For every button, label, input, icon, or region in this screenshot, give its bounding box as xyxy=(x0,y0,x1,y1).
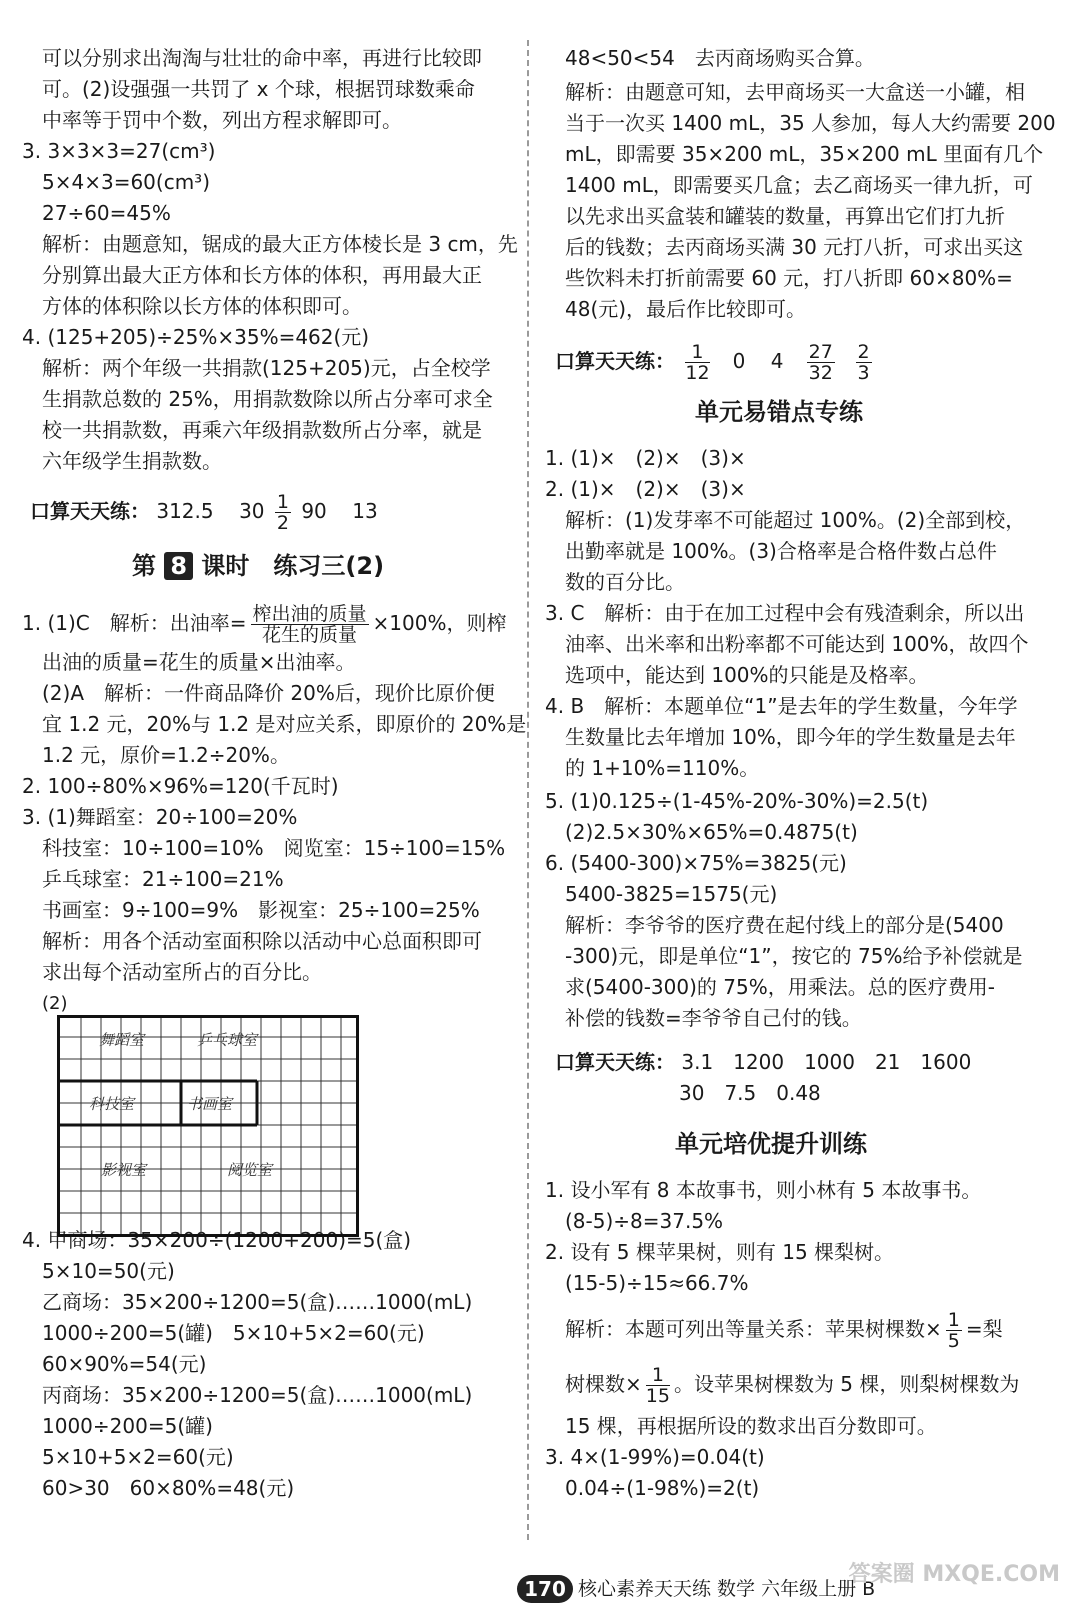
fraction-denominator: 5 xyxy=(947,1330,960,1352)
text-line: 解析：(1)发芽率不可能超过 100%。(2)全部到校， xyxy=(565,508,1026,532)
analysis-line-with-fraction xyxy=(565,1365,1019,1406)
text-line: 3. (1)舞蹈室：20÷100=20% xyxy=(22,805,298,829)
fraction-denominator: 15 xyxy=(645,1385,670,1407)
text-line: 校一共捐款数，再乘六年级捐款数所占分率，就是 xyxy=(42,418,482,442)
fraction-denominator: 2 xyxy=(276,512,289,534)
text-line: 1. (1)× (2)× (3)× xyxy=(545,446,746,470)
text-line: 中率等于罚中个数，列出方程求解即可。 xyxy=(42,108,402,132)
text-line: 3. C 解析：由于在加工过程中会有残渣剩余，所以出 xyxy=(545,601,1025,625)
text-line: 当于一次买 1400 mL，35 人参加，每人大约需要 200 xyxy=(565,111,1056,135)
text-line: 4. 甲商场：35×200÷(1200+200)=5(盒) xyxy=(22,1228,412,1252)
text-line: (15-5)÷15≈66.7% xyxy=(565,1271,749,1295)
text-line: (2)2.5×30%×65%=0.4875(t) xyxy=(565,820,858,844)
oral-practice-label: 口算天天练： xyxy=(555,349,675,373)
text-line: 科技室：10÷100=10% 阅览室：15÷100=15% xyxy=(42,836,506,860)
text-line: 6. (5400-300)×75%=3825(元) xyxy=(545,851,847,875)
text-line: 60>30 60×80%=48(元) xyxy=(42,1476,295,1500)
text-line: 乒乓球室：21÷100=21% xyxy=(42,867,284,891)
fraction-numerator: 1 xyxy=(276,491,289,513)
fraction-numerator: 2 xyxy=(857,341,870,363)
text-span: 树棵数× xyxy=(565,1372,642,1396)
text-span: 解析：本题可列出等量关系：苹果树棵数× xyxy=(565,1317,942,1341)
fraction-denominator: 3 xyxy=(857,362,870,384)
text-line: 1000÷200=5(罐) xyxy=(42,1414,213,1438)
lesson-number-badge: 8 xyxy=(164,552,193,580)
inline-fraction xyxy=(646,1365,670,1406)
oral-value: 90 xyxy=(301,499,327,523)
section-title: 单元易错点专练 xyxy=(695,398,863,426)
text-line: 丙商场：35×200÷1200=5(盒)……1000(mL) xyxy=(42,1383,473,1407)
text-line: 选项中，能达到 100%的只能是及格率。 xyxy=(565,663,929,687)
text-line: 可。(2)设强强一共罚了 x 个球，根据罚球数乘命 xyxy=(42,77,475,101)
text-line: 15 棵，再根据所设的数求出百分数即可。 xyxy=(565,1414,937,1438)
watermark-logo: 答案圈 MXQE.COM xyxy=(848,1562,1060,1587)
text-line: 求(5400-300)的 75%，用乘法。总的医疗费用- xyxy=(565,975,995,999)
text-line: 4. B 解析：本题单位“1”是去年的学生数量，今年学 xyxy=(545,694,1018,718)
text-line: (2)A 解析：一件商品降价 20%后，现价比原价便 xyxy=(42,681,495,705)
oral-fraction xyxy=(807,342,835,383)
oral-value: 4 xyxy=(770,349,784,373)
text-line: 5400-3825=1575(元) xyxy=(565,882,778,906)
text-line: 1000÷200=5(罐) 5×10+5×2=60(元) xyxy=(42,1321,425,1345)
oral-practice-label: 口算天天练： xyxy=(30,499,150,523)
inline-fraction xyxy=(946,1310,962,1351)
text-line: 补偿的钱数=李爷爷自己付的钱。 xyxy=(565,1006,862,1030)
oral-values-line: 30 7.5 0.48 xyxy=(679,1081,821,1105)
oral-value: 0 xyxy=(732,349,746,373)
text-line: 解析：两个年级一共捐款(125+205)元，占全校学 xyxy=(42,356,491,380)
room-layout-grid xyxy=(57,1015,359,1237)
oral-value: 30 xyxy=(239,499,265,523)
formula-fraction xyxy=(251,604,369,645)
text-line: 出勤率就是 100%。(3)合格率是合格件数占总件 xyxy=(565,539,997,563)
text-line: 解析：由题意知，锯成的最大正方体棱长是 3 cm，先 xyxy=(42,232,518,256)
text-line: 27÷60=45% xyxy=(42,201,171,225)
lesson-title xyxy=(132,552,384,580)
fraction-denominator: 12 xyxy=(685,362,710,384)
room-label: 科技室 xyxy=(89,1095,135,1113)
fraction-numerator: 榨出油的质量 xyxy=(252,603,367,625)
text-line: 4. (125+205)÷25%×35%=462(元) xyxy=(22,325,370,349)
section-title: 单元培优提升训练 xyxy=(675,1130,867,1158)
oral-values: 3.1 1200 1000 21 1600 xyxy=(681,1050,972,1074)
oral-practice-label: 口算天天练： xyxy=(555,1050,675,1074)
page-number: 170 xyxy=(517,1575,573,1603)
fraction-numerator: 1 xyxy=(685,342,709,363)
text-line: 出油的质量=花生的质量×出油率。 xyxy=(42,650,356,674)
text-span: =梨 xyxy=(965,1317,1003,1341)
lesson-title-prefix: 第 xyxy=(132,552,156,580)
text-line: 1400 mL，即需要买几盒；去乙商场买一律九折，可 xyxy=(565,173,1033,197)
oral-fraction xyxy=(275,492,291,533)
footer-book-title: 核心素养天天练 数学 六年级上册 B xyxy=(578,1578,876,1600)
text-line: 2. (1)× (2)× (3)× xyxy=(545,477,746,501)
oral-practice-line xyxy=(30,492,378,533)
text-span: 1. (1)C 解析：出油率= xyxy=(22,611,247,635)
text-line: 48(元)，最后作比较即可。 xyxy=(565,297,807,321)
lesson-title-text: 课时 练习三(2) xyxy=(201,552,385,580)
text-line: 宜 1.2 元，20%与 1.2 是对应关系，即原价的 20%是 xyxy=(42,712,527,736)
text-line: 方体的体积除以长方体的体积即可。 xyxy=(42,294,362,318)
text-line: -300)元，即是单位“1”，按它的 75%给予补偿就是 xyxy=(565,944,1023,968)
text-line: 1.2 元，原价=1.2÷20%。 xyxy=(42,743,290,767)
oral-practice-line xyxy=(555,1048,971,1076)
room-label: 书画室 xyxy=(187,1095,233,1113)
text-line: 六年级学生捐款数。 xyxy=(42,449,222,473)
grid-drawing xyxy=(57,1015,359,1237)
text-span: ×100%，则榨 xyxy=(372,611,507,635)
oral-value: 13 xyxy=(352,499,378,523)
text-line: 2. 设有 5 棵苹果树，则有 15 棵梨树。 xyxy=(545,1240,895,1264)
text-line: 生数量比去年增加 10%，即今年的学生数量是去年 xyxy=(565,725,1016,749)
room-label: 阅览室 xyxy=(227,1161,273,1179)
room-label: 乒乓球室 xyxy=(197,1031,258,1049)
analysis-line-with-fraction xyxy=(565,1310,1003,1351)
fraction-numerator: 1 xyxy=(646,1365,670,1386)
text-line: 求出每个活动室所占的百分比。 xyxy=(42,960,322,984)
question-1-line xyxy=(22,604,506,645)
fraction-denominator: 花生的质量 xyxy=(262,624,358,646)
text-line: 的 1+10%=110%。 xyxy=(565,756,760,780)
fraction-numerator: 1 xyxy=(947,1309,960,1331)
fraction-denominator: 32 xyxy=(808,362,833,384)
text-line: (8-5)÷8=37.5% xyxy=(565,1209,724,1233)
oral-practice-line xyxy=(555,342,876,383)
text-line: 5×10=50(元) xyxy=(42,1259,175,1283)
oral-value: 312.5 xyxy=(156,499,214,523)
text-line: 解析：用各个活动室面积除以活动中心总面积即可 xyxy=(42,929,482,953)
oral-fraction xyxy=(856,342,872,383)
text-line: 5×4×3=60(cm³) xyxy=(42,170,210,194)
text-line: 油率、出米率和出粉率都不可能达到 100%，故四个 xyxy=(565,632,1029,656)
text-line: 5×10+5×2=60(元) xyxy=(42,1445,234,1469)
text-line: 解析：李爷爷的医疗费在起付线上的部分是(5400 xyxy=(565,913,1004,937)
text-line: mL，即需要 35×200 mL，35×200 mL 里面有几个 xyxy=(565,142,1044,166)
text-line: 0.04÷(1-98%)=2(t) xyxy=(565,1476,760,1500)
text-line: 书画室：9÷100=9% 影视室：25÷100=25% xyxy=(42,898,480,922)
text-line: 解析：由题意可知，去甲商场买一大盒送一小罐，相 xyxy=(565,80,1025,104)
text-line: 3. 4×(1-99%)=0.04(t) xyxy=(545,1445,765,1469)
text-line: 60×90%=54(元) xyxy=(42,1352,207,1376)
text-line: 3. 3×3×3=27(cm³) xyxy=(22,139,216,163)
text-line: 可以分别求出淘淘与壮壮的命中率，再进行比较即 xyxy=(42,46,482,70)
text-line: 乙商场：35×200÷1200=5(盒)……1000(mL) xyxy=(42,1290,473,1314)
text-line: 分别算出最大正方体和长方体的体积，再用最大正 xyxy=(42,263,482,287)
column-divider xyxy=(527,40,529,1540)
text-line: 5. (1)0.125÷(1-45%-20%-30%)=2.5(t) xyxy=(545,789,929,813)
text-line: 些饮料未打折前需要 60 元，打八折即 60×80%= xyxy=(565,266,1013,290)
text-line: 后的钱数；去丙商场买满 30 元打八折，可求出买这 xyxy=(565,235,1024,259)
fraction-numerator: 27 xyxy=(808,341,833,363)
room-label: 影视室 xyxy=(101,1161,147,1179)
text-line: 生捐款总数的 25%，用捐款数除以所占分率可求全 xyxy=(42,387,493,411)
text-line: 2. 100÷80%×96%=120(千瓦时) xyxy=(22,774,339,798)
text-line: 1. 设小军有 8 本故事书，则小林有 5 本故事书。 xyxy=(545,1178,982,1202)
oral-fraction xyxy=(685,342,709,383)
text-line: 数的百分比。 xyxy=(565,570,685,594)
text-line: 以先求出买盒装和罐装的数量，再算出它们打九折 xyxy=(565,204,1005,228)
text-line: 48<50<54 去丙商场购买合算。 xyxy=(565,46,875,70)
text-span: 。设苹果树棵数为 5 棵，则梨树棵数为 xyxy=(673,1372,1020,1396)
grid-part-label: (2) xyxy=(42,993,68,1014)
room-label: 舞蹈室 xyxy=(99,1031,145,1049)
